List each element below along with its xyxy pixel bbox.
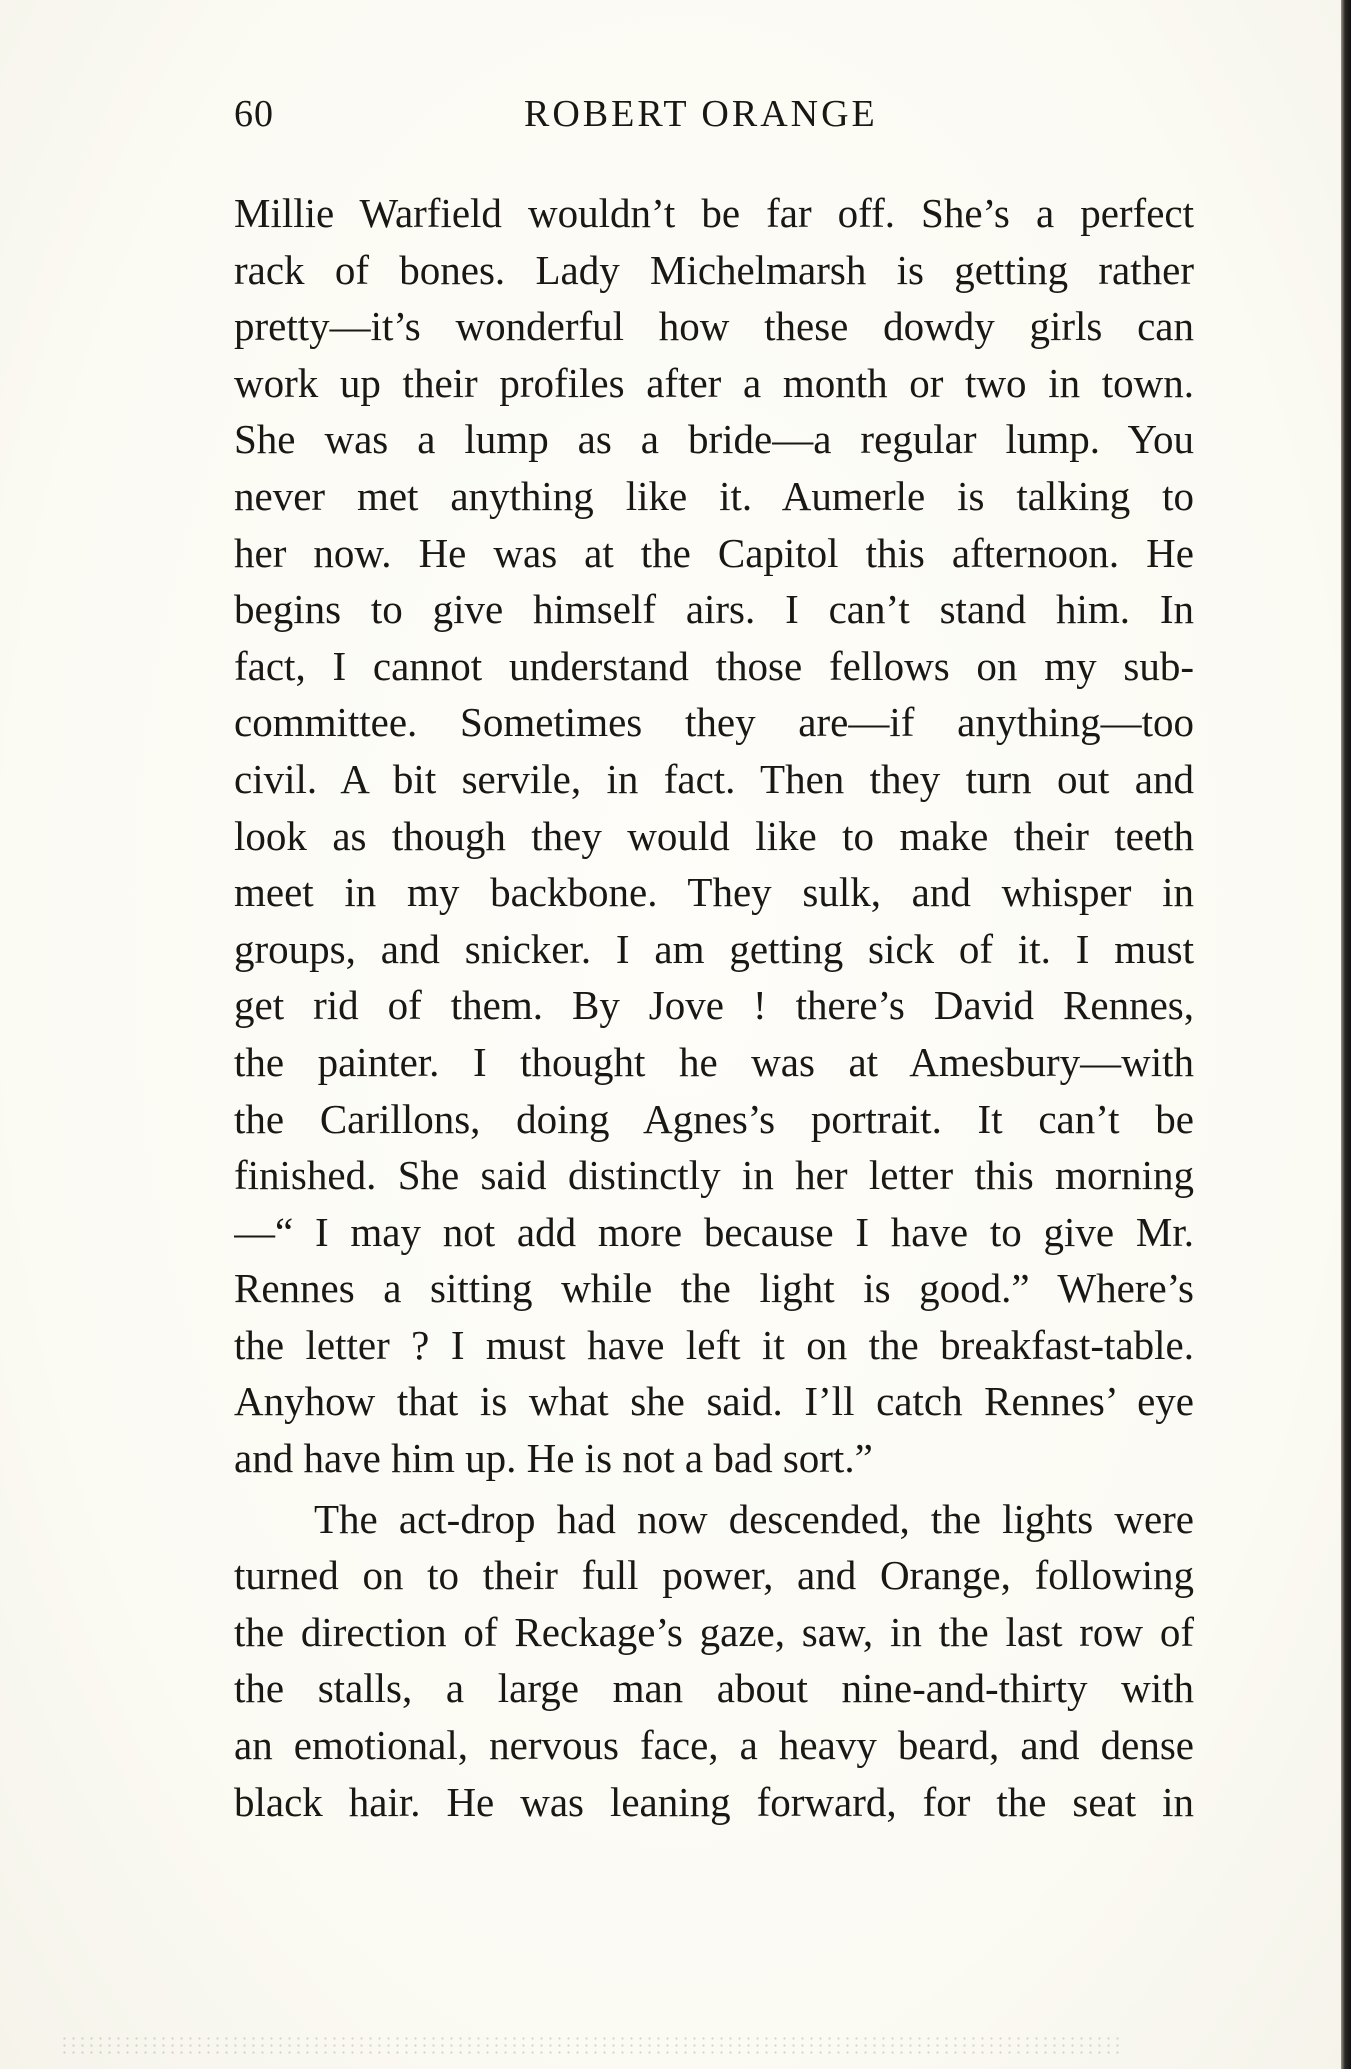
- text-line: Anyhow that is what she said. I’ll catch Rennes’ eye: [234, 1378, 1194, 1425]
- text-line: work up their profiles after a month or two in town.: [234, 359, 1194, 406]
- text-line: the letter ? I must have left it on the breakfast-table.: [234, 1321, 1194, 1368]
- scan-noise: [60, 2035, 1120, 2055]
- text-line: turned on to their full power, and Orange, following: [234, 1552, 1194, 1599]
- text-line: pretty—it’s wonderful how these dowdy girls can: [234, 303, 1194, 350]
- text-line: her now. He was at the Capitol this afternoon. He: [234, 529, 1194, 576]
- text-line: the painter. I thought he was at Amesbury—with: [234, 1038, 1194, 1085]
- page-edge-shadow: [1341, 0, 1351, 2069]
- text-line: the Carillons, doing Agnes’s portrait. It can’t be: [234, 1095, 1194, 1142]
- text-line: rack of bones. Lady Michelmarsh is getting rather: [234, 246, 1194, 293]
- text-line: fact, I cannot understand those fellows on my sub-: [234, 642, 1194, 689]
- running-header: [234, 92, 1194, 152]
- text-line: The act-drop had now descended, the lights were: [314, 1495, 1194, 1542]
- text-line: never met anything like it. Aumerle is talking to: [234, 472, 1194, 519]
- text-line: look as though they would like to make their teeth: [234, 812, 1194, 859]
- text-line: —“ I may not add more because I have to give Mr.: [234, 1208, 1194, 1255]
- text-line: the stalls, a large man about nine-and-thirty with: [234, 1665, 1194, 1712]
- paragraph: [234, 1491, 1194, 1831]
- text-line: groups, and snicker. I am getting sick of it. I must: [234, 925, 1194, 972]
- text-line: the direction of Reckage’s gaze, saw, in the last row of: [234, 1608, 1194, 1655]
- text-line: Millie Warfield wouldn’t be far off. She’s a perfect: [234, 190, 1194, 236]
- running-title: ROBERT ORANGE: [524, 93, 878, 135]
- text-line: an emotional, nervous face, a heavy beard, and dense: [234, 1722, 1194, 1769]
- page-number: 60: [234, 93, 274, 135]
- text-line: Rennes a sitting while the light is good.” Where’s: [234, 1265, 1194, 1312]
- text-line: committee. Sometimes they are—if anything—too: [234, 699, 1194, 746]
- text-line: begins to give himself airs. I can’t stand him. In: [234, 586, 1194, 633]
- text-line: get rid of them. By Jove ! there’s David Rennes,: [234, 982, 1194, 1029]
- text-line: and have him up. He is not a bad sort.”: [234, 1435, 873, 1482]
- text-line: She was a lump as a bride—a regular lump. You: [234, 416, 1194, 463]
- paragraph: [234, 185, 1194, 1487]
- text-line: civil. A bit servile, in fact. Then they turn out and: [234, 755, 1194, 802]
- text-line: black hair. He was leaning forward, for the seat in: [234, 1778, 1194, 1825]
- text-line: finished. She said distinctly in her letter this morning: [234, 1152, 1194, 1199]
- body-text: [234, 185, 1194, 1830]
- text-line: meet in my backbone. They sulk, and whisper in: [234, 869, 1194, 916]
